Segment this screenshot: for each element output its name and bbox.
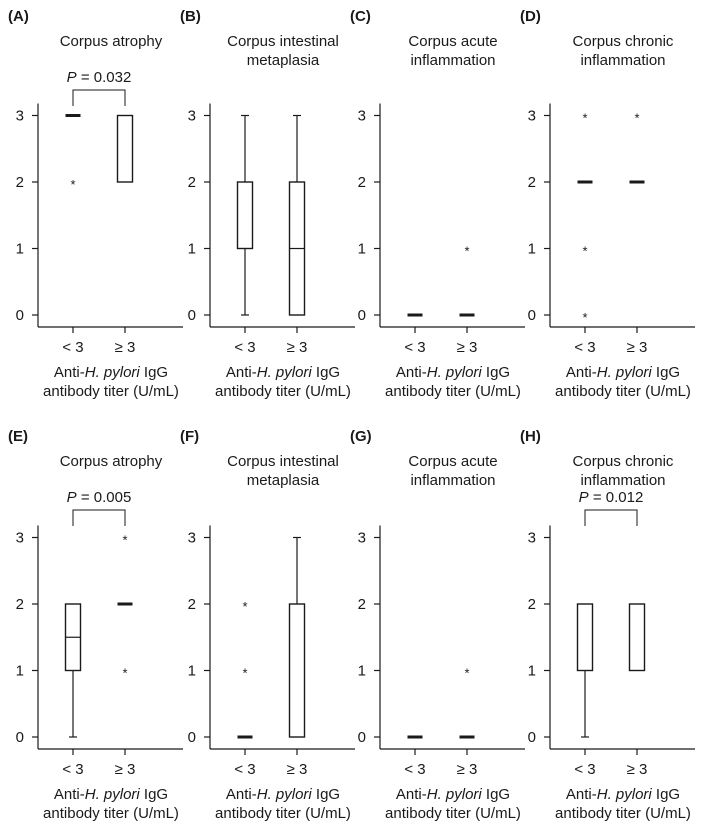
- x-axis-label: antibody titer (U/mL): [385, 805, 521, 822]
- y-tick-label: 1: [15, 240, 24, 258]
- panel-e: [8, 428, 183, 822]
- iqr-box: [578, 604, 593, 671]
- x-tick-label: ≥ 3: [456, 339, 478, 356]
- panel-title: Corpus chronic: [572, 453, 674, 470]
- x-tick-label: ≥ 3: [286, 339, 308, 356]
- y-tick-label: 3: [527, 529, 536, 547]
- panel-g: [350, 428, 525, 822]
- panel-title: Corpus intestinal: [227, 33, 339, 50]
- y-tick-label: 2: [15, 596, 24, 613]
- outlier-marker: *: [464, 665, 470, 681]
- panel-letter: (F): [180, 428, 200, 445]
- outlier-marker: *: [634, 110, 640, 126]
- box-low-titer: [578, 111, 593, 326]
- x-axis-label: Anti-H. pylori IgG: [225, 364, 341, 381]
- y-tick-label: 3: [187, 529, 196, 547]
- panel-title: metaplasia: [246, 472, 320, 489]
- panel-title: Corpus chronic: [572, 33, 674, 50]
- panel-title: metaplasia: [246, 52, 320, 69]
- y-tick-label: 0: [15, 307, 24, 324]
- x-axis-label: Anti-H. pylori IgG: [53, 786, 169, 803]
- box-low-titer: [66, 116, 81, 193]
- outlier-marker: *: [122, 665, 128, 681]
- panel-d: [520, 8, 695, 400]
- y-tick-label: 2: [357, 174, 366, 191]
- x-axis-label: Anti-H. pylori IgG: [53, 364, 169, 381]
- outlier-marker: *: [582, 110, 588, 126]
- panel-letter: (E): [8, 428, 28, 445]
- panel-title: inflammation: [580, 52, 666, 69]
- x-tick-label: < 3: [234, 761, 256, 778]
- iqr-box: [630, 604, 645, 671]
- panel-letter: (D): [520, 8, 541, 25]
- box-low-titer: [238, 599, 253, 737]
- panel-title: inflammation: [410, 52, 496, 69]
- x-axis-label: antibody titer (U/mL): [555, 383, 691, 400]
- box-high-titer: [290, 538, 305, 738]
- x-tick-label: < 3: [234, 339, 256, 356]
- panel-title: inflammation: [410, 472, 496, 489]
- panel-title: Corpus acute: [408, 453, 498, 470]
- y-tick-label: 3: [527, 107, 536, 125]
- panel-h: [520, 428, 695, 822]
- y-tick-label: 0: [15, 729, 24, 746]
- y-tick-label: 2: [187, 596, 196, 613]
- x-axis-label: antibody titer (U/mL): [43, 805, 179, 822]
- panel-letter: (G): [350, 428, 372, 445]
- box-high-titer: [118, 116, 133, 183]
- box-high-titer: [630, 111, 645, 183]
- box-low-titer: [66, 604, 81, 737]
- x-axis-label: Anti-H. pylori IgG: [395, 786, 511, 803]
- x-tick-label: < 3: [404, 761, 426, 778]
- y-tick-label: 1: [187, 662, 196, 680]
- x-tick-label: ≥ 3: [114, 339, 136, 356]
- y-tick-label: 0: [187, 307, 196, 324]
- y-tick-label: 0: [527, 729, 536, 746]
- y-tick-label: 3: [15, 107, 24, 125]
- x-tick-label: < 3: [62, 761, 84, 778]
- x-tick-label: ≥ 3: [626, 339, 648, 356]
- panel-b: [180, 8, 355, 400]
- x-tick-label: < 3: [574, 761, 596, 778]
- outlier-marker: *: [582, 243, 588, 259]
- panel-title: Corpus acute: [408, 33, 498, 50]
- box-high-titer: [630, 604, 645, 671]
- y-tick-label: 2: [527, 596, 536, 613]
- box-high-titer: [118, 533, 133, 681]
- y-tick-label: 1: [187, 240, 196, 258]
- p-value-label: P = 0.032: [66, 69, 132, 86]
- box-low-titer: [238, 116, 253, 316]
- x-axis-label: Anti-H. pylori IgG: [395, 364, 511, 381]
- x-axis-label: Anti-H. pylori IgG: [565, 786, 681, 803]
- y-tick-label: 3: [15, 529, 24, 547]
- x-tick-label: < 3: [574, 339, 596, 356]
- x-axis-label: antibody titer (U/mL): [43, 383, 179, 400]
- x-tick-label: < 3: [404, 339, 426, 356]
- panel-a: [8, 8, 183, 400]
- x-tick-label: ≥ 3: [114, 761, 136, 778]
- iqr-box: [290, 604, 305, 737]
- y-tick-label: 0: [187, 729, 196, 746]
- box-low-titer: [578, 604, 593, 737]
- outlier-marker: *: [242, 599, 248, 614]
- p-value-label: P = 0.012: [578, 489, 644, 506]
- y-tick-label: 0: [527, 307, 536, 324]
- x-axis-label: Anti-H. pylori IgG: [225, 786, 341, 803]
- iqr-box: [118, 116, 133, 183]
- outlier-marker: *: [122, 532, 128, 548]
- panel-title: inflammation: [580, 472, 666, 489]
- y-tick-label: 2: [357, 596, 366, 613]
- significance-bracket: [585, 510, 637, 526]
- x-tick-label: ≥ 3: [456, 761, 478, 778]
- x-tick-label: < 3: [62, 339, 84, 356]
- x-axis-label: antibody titer (U/mL): [555, 805, 691, 822]
- significance-bracket: [73, 510, 125, 526]
- outlier-marker: *: [464, 243, 470, 259]
- x-tick-label: ≥ 3: [286, 761, 308, 778]
- panel-title: Corpus atrophy: [59, 453, 163, 470]
- y-tick-label: 3: [357, 529, 366, 547]
- box-high-titer: [460, 666, 475, 738]
- box-high-titer: [290, 116, 305, 316]
- x-tick-label: ≥ 3: [626, 761, 648, 778]
- p-value-label: P = 0.005: [66, 489, 132, 506]
- x-axis-label: antibody titer (U/mL): [215, 383, 351, 400]
- y-tick-label: 1: [15, 662, 24, 680]
- iqr-box: [238, 182, 253, 249]
- y-tick-label: 3: [357, 107, 366, 125]
- panel-f: [180, 428, 355, 822]
- panel-letter: (A): [8, 8, 29, 25]
- y-tick-label: 3: [187, 107, 196, 125]
- y-tick-label: 2: [187, 174, 196, 191]
- y-tick-label: 2: [15, 174, 24, 191]
- panel-letter: (B): [180, 8, 201, 25]
- x-axis-label: antibody titer (U/mL): [215, 805, 351, 822]
- panel-letter: (H): [520, 428, 541, 445]
- x-axis-label: antibody titer (U/mL): [385, 383, 521, 400]
- y-tick-label: 0: [357, 307, 366, 324]
- outlier-marker: *: [582, 310, 588, 325]
- box-high-titer: [460, 244, 475, 316]
- y-tick-label: 1: [527, 662, 536, 680]
- panel-letter: (C): [350, 8, 371, 25]
- y-tick-label: 1: [527, 240, 536, 258]
- y-tick-label: 1: [357, 240, 366, 258]
- outlier-marker: *: [242, 665, 248, 681]
- panel-c: [350, 8, 525, 400]
- x-axis-label: Anti-H. pylori IgG: [565, 364, 681, 381]
- significance-bracket: [73, 90, 125, 106]
- y-tick-label: 1: [357, 662, 366, 680]
- panel-title: Corpus intestinal: [227, 453, 339, 470]
- outlier-marker: *: [70, 177, 76, 192]
- panel-title: Corpus atrophy: [59, 33, 163, 50]
- y-tick-label: 0: [357, 729, 366, 746]
- y-tick-label: 2: [527, 174, 536, 191]
